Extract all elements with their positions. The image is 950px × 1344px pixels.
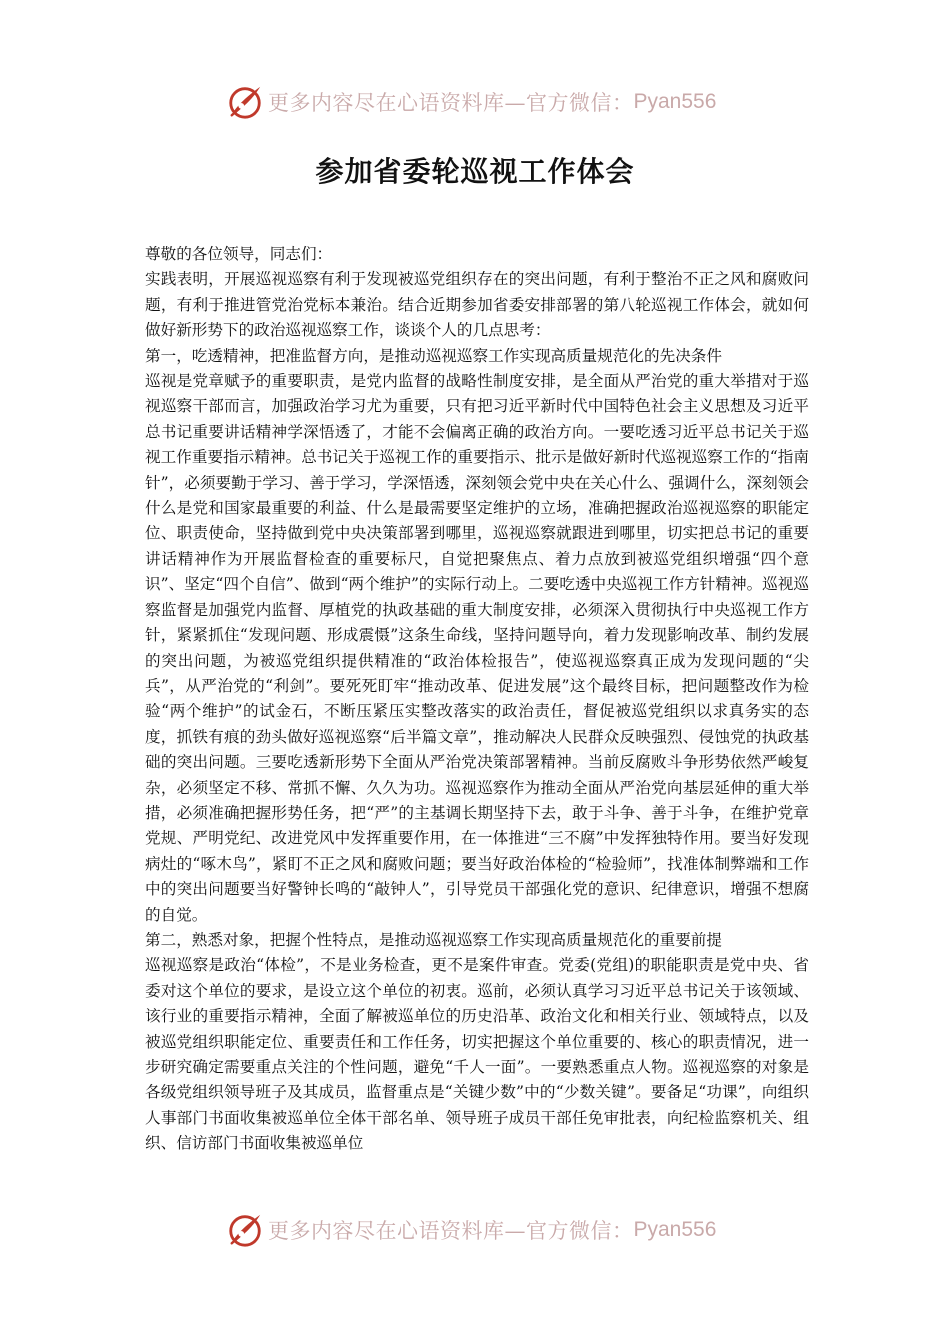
salutation: 尊敬的各位领导，同志们： (145, 245, 333, 263)
document-title: 参加省委轮巡视工作体会 (315, 155, 635, 188)
quill-logo-icon (226, 1211, 264, 1249)
quill-logo-icon (226, 83, 264, 121)
watermark-text: 更多内容尽在心语资料库—官方微信： (268, 1219, 634, 1243)
watermark-wechat-id: Pyan556 (633, 90, 717, 113)
section-body-1: 巡视是党章赋予的重要职责，是党内监督的战略性制度安排，是全面从严治党的重大举措对于巡视巡察干部而言，加强政治学习尤为重要，只有把习近平新时代中国特色社会主义思想及习近平总书记重要讲话精神学深悟透了，才能不会偏离正确的政治方向。一要吃透习近平总书记关于巡视工作重要指示精神。总书记关于巡视工作的重要指示、批示是做好新时代巡视巡察工作的“指南针”，必须要勤于学习、善于学习，学深悟透，深刻领会党中央在关心什么、强调什么，深刻领会什么是党和国家最重要的利益、什么是最需要坚定维护的立场，准确把握政治巡视巡察的职能定位、职责使命，坚持做到党中央决策部署到哪里，巡视巡察就跟进到哪里，切实把总书记的重要讲话精神作为开展监督检查的重要标尺，自觉把聚焦点、着力点放到被巡党组织增强“四个意识”、坚定“四个自信”、做到“两个维护”的实际行动上。二要吃透中央巡视工作方针精神。巡视巡察监督是加强党内监督、厚植党的执政基础的重大制度安排，必须深入贯彻执行中央巡视工作方针，紧紧抓住“发现问题、形成震慑”这条生命线，坚持问题导向，着力发现影响改革、制约发展的突出问题，为被巡党组织提供精准的“政治体检报告”，使巡视巡察真正成为发现问题的“尖兵”，从严治党的“利剑”。要死死盯牢“推动改革、促进发展”这个最终目标，把问题整改作为检验“两个维护”的试金石，不断压紧压实整改落实的政治责任，督促被巡党组织以求真务实的态度，抓铁有痕的劲头做好巡视巡察“后半篇文章”，推动解决人民群众反映强烈、侵蚀党的执政基础的突出问题。三要吃透新形势下全面从严治党决策部署精神。当前反腐败斗争形势依然严峻复杂，必须坚定不移、常抓不懈、久久为功。巡视巡察作为推动全面从严治党向基层延伸的重大举措，必须准确把握形势任务，把“严”的主基调长期坚持下去，敢于斗争、善于斗争，在维护党章党规、严明党纪、改进党风中发挥重要作用，在一体推进“三不腐”中发挥独特作用。要当好发现病灶的“啄木鸟”，紧盯不正之风和腐败问题；要当好政治体检的“检验师”，找准体制弊端和工作中的突出问题要当好警钟长鸣的“敲钟人”，引导党员干部强化党的意识、纪律意识，增强不想腐的自觉。 (145, 372, 809, 924)
watermark-banner-top (226, 82, 726, 122)
section-heading-1: 第一，吃透精神，把准监督方向，是推动巡视巡察工作实现高质量规范化的先决条件 (145, 346, 722, 365)
section-heading-2: 第二，熟悉对象，把握个性特点，是推动巡视巡察工作实现高质量规范化的重要前提 (145, 930, 722, 949)
watermark-wechat-id: Pyan556 (633, 1218, 717, 1241)
section-body-2: 巡视巡察是政治“体检”，不是业务检查，更不是案件审查。党委(党组)的职能职责是党中央、省委对这个单位的要求，是设立这个单位的初衷。巡前，必须认真学习习近平总书记关于该领域、该行业的重要指示精神，全面了解被巡单位的历史沿革、政治文化和相关行业、领域特点，以及被巡党组织职能定位、重要责任和工作任务，切实把握这个单位重要的、核心的职责情况，进一步研究确定需要重点关注的个性问题，避免“千人一面”。一要熟悉重点人物。巡视巡察的对象是各级党组织领导班子及其成员，监督重点是“关键少数”中的“少数关键”。要备足“功课”，向组织人事部门书面收集被巡单位全体干部名单、领导班子成员干部任免审批表，向纪检监察机关、组织、信访部门书面收集被巡单位 (145, 956, 809, 1153)
document-body (145, 242, 809, 1157)
watermark-banner-bottom (226, 1210, 726, 1250)
watermark-text: 更多内容尽在心语资料库—官方微信： (268, 91, 634, 115)
intro-paragraph: 实践表明，开展巡视巡察有利于发现被巡党组织存在的突出问题，有利于整治不正之风和腐败问题，有利于推进管党治党标本兼治。结合近期参加省委安排部署的第八轮巡视工作体会，就如何做好新形势下的政治巡视巡察工作，谈谈个人的几点思考： (145, 270, 809, 340)
